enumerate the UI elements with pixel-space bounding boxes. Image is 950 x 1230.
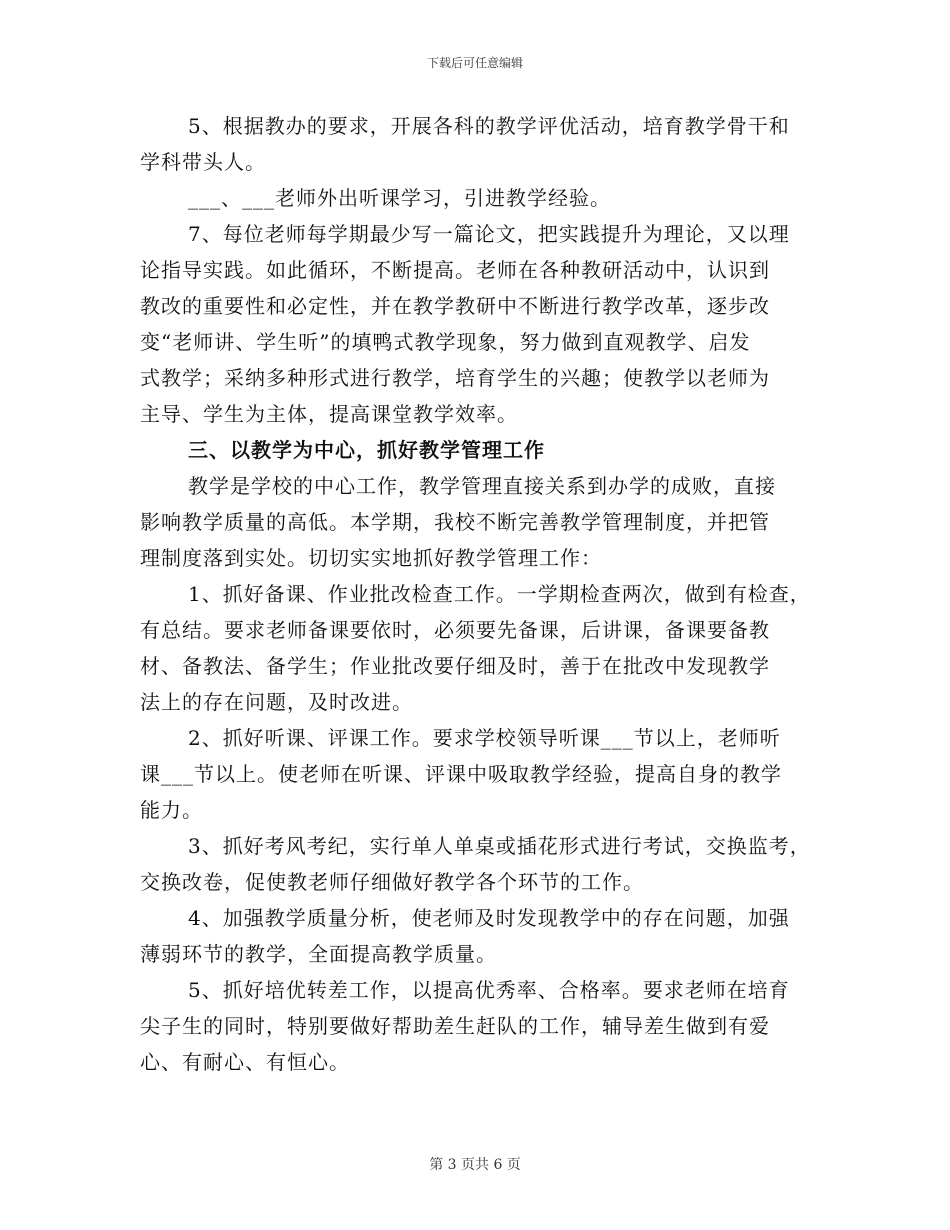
- text-line: 7、每位老师每学期最少写一篇论文，把实践提升为理论，又以理: [188, 222, 790, 246]
- text-line: 材、备教法、备学生；作业批改要仔细及时，善于在批改中发现教学: [140, 654, 770, 678]
- text-line: 3、抓好考风考纪，实行单人单桌或插花形式进行考试，交换监考，: [188, 834, 811, 858]
- text-line: 主导、学生为主体，提高课堂教学效率。: [140, 402, 518, 426]
- text-line: 1、抓好备课、作业批改检查工作。一学期检查两次，做到有检查，: [188, 582, 811, 606]
- text-line: 教学是学校的中心工作，教学管理直接关系到办学的成败，直接: [188, 474, 776, 498]
- text-line: 4、加强教学质量分析，使老师及时发现教学中的存在问题，加强: [188, 906, 790, 930]
- text-line: 法上的存在问题，及时改进。: [140, 690, 413, 714]
- text-line: 交换改卷，促使教老师仔细做好教学各个环节的工作。: [140, 870, 644, 894]
- text-line: 论指导实践。如此循环，不断提高。老师在各种教研活动中，认识到: [140, 258, 770, 282]
- text-line: 尖子生的同时，特别要做好帮助差生赶队的工作，辅导差生做到有爱: [140, 1014, 770, 1038]
- text-line: 影响教学质量的高低。本学期，我校不断完善教学管理制度，并把管: [140, 510, 770, 534]
- page-header: 下载后可任意编辑: [426, 56, 523, 70]
- text-line: 学科带头人。: [140, 150, 266, 174]
- text-line: 5、抓好培优转差工作，以提高优秀率、合格率。要求老师在培育: [188, 978, 790, 1002]
- text-line: 2、抓好听课、评课工作。要求学校领导听课___节以上，老师听: [188, 726, 781, 750]
- text-line: 变“老师讲、学生听”的填鸭式教学现象，努力做到直观教学、启发: [140, 330, 751, 354]
- text-line: 课___节以上。使老师在听课、评课中吸取教学经验，提高自身的教学: [140, 762, 782, 786]
- section-heading: 三、以教学为中心，抓好教学管理工作: [188, 438, 545, 462]
- text-line: 薄弱环节的教学，全面提高教学质量。: [140, 942, 497, 966]
- text-line: 有总结。要求老师备课要依时，必须要先备课，后讲课，备课要备教: [140, 618, 770, 642]
- text-line: 心、有耐心、有恒心。: [140, 1050, 350, 1074]
- text-line: 教改的重要性和必定性，并在教学教研中不断进行教学改革，逐步改: [140, 294, 770, 318]
- page-number-footer: 第 3 页共 6 页: [429, 1157, 521, 1173]
- text-line: 理制度落到实处。切切实实地抓好教学管理工作：: [140, 546, 602, 570]
- text-line: ___、___老师外出听课学习，引进教学经验。: [188, 186, 611, 210]
- text-line: 式教学；采纳多种形式进行教学，培育学生的兴趣；使教学以老师为: [140, 366, 770, 390]
- text-line: 能力。: [140, 798, 203, 822]
- document-body: [140, 108, 810, 1080]
- text-line: 5、根据教办的要求，开展各科的教学评优活动，培育教学骨干和: [188, 114, 790, 138]
